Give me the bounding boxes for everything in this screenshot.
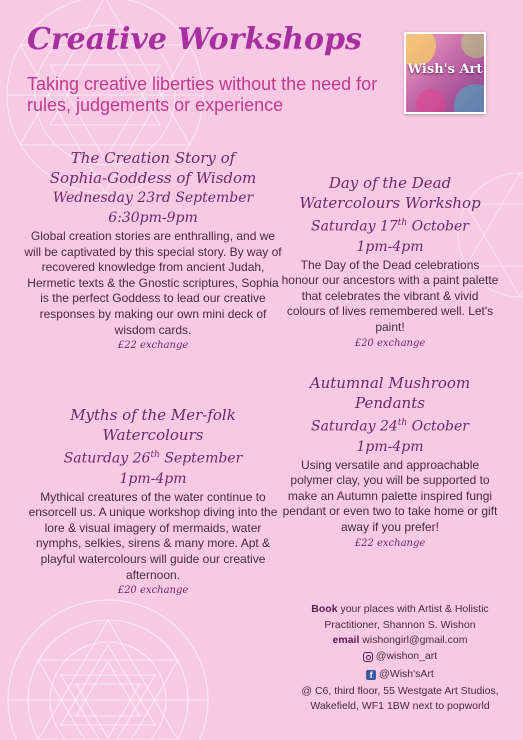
booking-line: Book your places with Artist & Holistic Practitioner, Shannon S. Wishon bbox=[311, 603, 489, 631]
address-line: @ C6, third floor, 55 Westgate Art Studios, Wakefield, WF1 1BW next to popworld bbox=[301, 684, 499, 713]
wishs-art-logo bbox=[404, 32, 486, 114]
instagram-handle[interactable]: @wishon_art bbox=[375, 649, 438, 662]
workshop-title: Watercolours bbox=[102, 426, 204, 444]
workshop-time: 1pm-4pm bbox=[356, 238, 424, 255]
workshop-title: Sophia-Goddess of Wisdom bbox=[49, 169, 257, 187]
workshop-sophia bbox=[22, 148, 284, 352]
workshop-description: Using versatile and approachable polymer clay, you will be supported to make an Autumn palette inspired fungi pendant or even two to take home or gift away if you prefer! bbox=[282, 457, 498, 535]
workshop-price: £22 exchange bbox=[354, 537, 426, 549]
instagram-line bbox=[284, 649, 516, 667]
workshop-time: 1pm-4pm bbox=[119, 470, 187, 487]
workshop-time: 6:30pm-9pm bbox=[108, 210, 198, 226]
workshop-date: Wednesday 23rd September bbox=[52, 190, 254, 206]
workshop-title: Autumnal Mushroom bbox=[309, 374, 471, 392]
workshop-title: Myths of the Mer-folk bbox=[70, 406, 236, 424]
workshop-description: The Day of the Dead celebrations honour our ancestors with a paint palette that celebrates the vibrant & vivid colours of lives remembered well. Let's paint! bbox=[281, 257, 499, 335]
workshop-title: The Creation Story of bbox=[70, 149, 236, 167]
workshop-mer-folk bbox=[22, 405, 284, 597]
workshop-description: Global creation stories are enthralling, and we will be captivated by this special story. By way of recovered knowledge from ancient Judah, Hermetic texts & the Gnostic scriptures, Sophia is the perfect Goddess to lead our creative responses by making our own mini deck of wisdom cards. bbox=[24, 229, 282, 337]
workshop-price: £22 exchange bbox=[117, 340, 189, 352]
workshop-title: Watercolours Workshop bbox=[299, 194, 481, 212]
booking-contact-info bbox=[284, 602, 516, 715]
workshop-time: 1pm-4pm bbox=[356, 438, 424, 455]
workshop-mushroom-pendants bbox=[281, 373, 499, 550]
workshop-price: £20 exchange bbox=[117, 585, 189, 597]
page-subtitle: Taking creative liberties without the need for rules, judgements or experience bbox=[27, 74, 378, 115]
instagram-icon bbox=[363, 652, 373, 662]
email-line: email wishongirl@gmail.com bbox=[332, 634, 468, 647]
page-title: Creative Workshops bbox=[27, 22, 362, 57]
workshop-day-of-the-dead bbox=[281, 173, 499, 350]
logo-text: Wish's Art bbox=[407, 62, 483, 77]
facebook-icon: f bbox=[366, 670, 376, 680]
facebook-handle[interactable]: @Wish'sArt bbox=[379, 668, 434, 681]
workshop-title: Day of the Dead bbox=[328, 174, 452, 192]
workshop-description: Mythical creatures of the water continue to ensorcell us. A unique workshop diving into the lore & visual imagery of mermaids, water nymphs, selkies, sirens & many more. Apt & playful watercolours will guide our creative afternoon. bbox=[28, 489, 278, 582]
workshop-title: Pendants bbox=[355, 394, 425, 412]
facebook-line bbox=[284, 667, 516, 683]
email-address[interactable]: wishongirl@gmail.com bbox=[359, 634, 468, 647]
workshop-date: Saturday 24th October bbox=[311, 418, 469, 435]
workshop-date: Saturday 26th September bbox=[63, 450, 243, 467]
workshop-date: Saturday 17th October bbox=[311, 218, 469, 235]
workshop-price: £20 exchange bbox=[354, 337, 426, 349]
